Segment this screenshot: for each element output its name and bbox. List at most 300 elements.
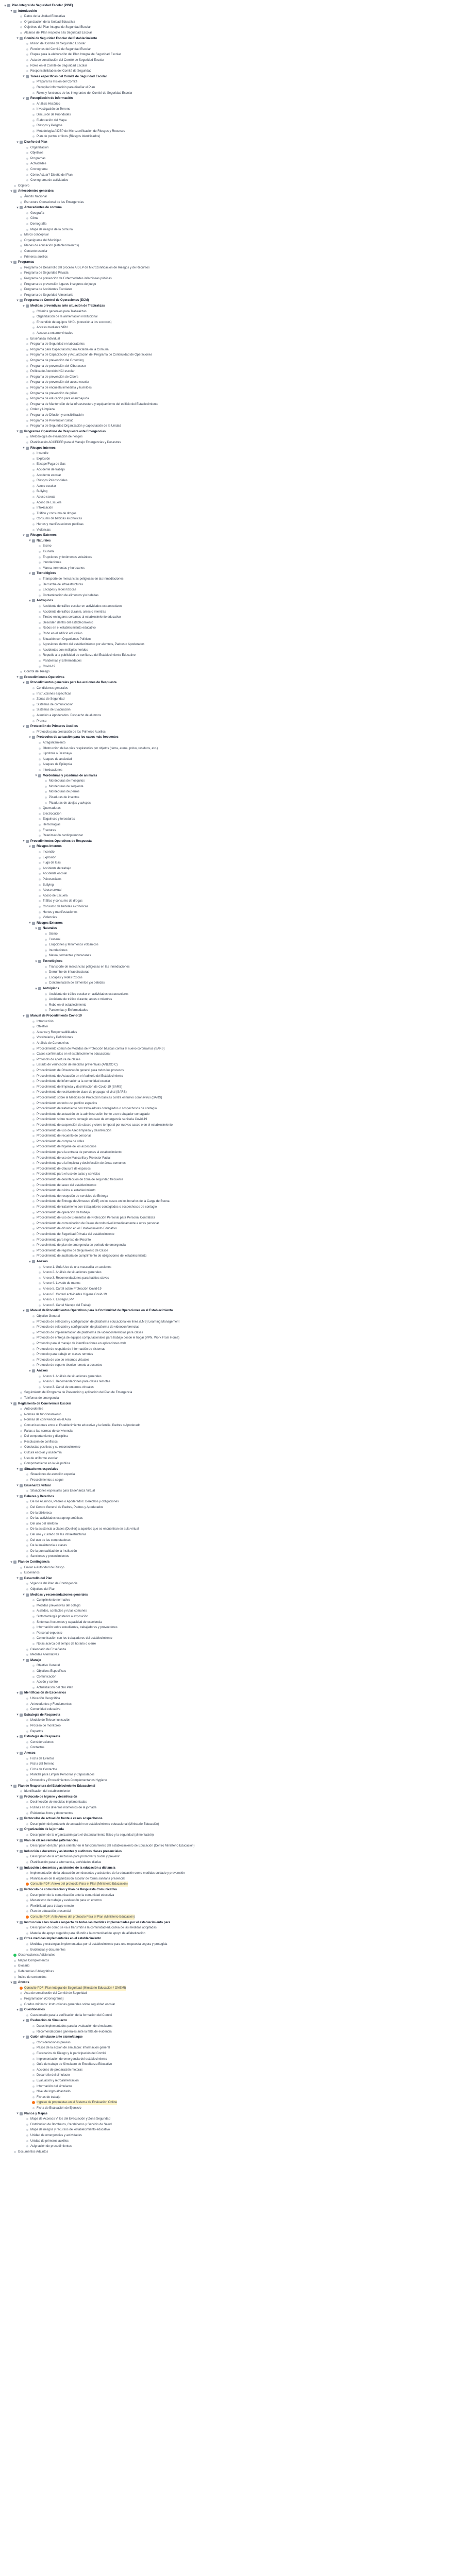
outline-item[interactable] (0, 2029, 451, 2035)
outline-item[interactable] (0, 2024, 451, 2029)
outline-item[interactable] (0, 2127, 451, 2132)
outline-item[interactable] (0, 1587, 451, 1592)
outline-item[interactable] (0, 1215, 451, 1221)
outline-item[interactable] (0, 1188, 451, 1193)
outline-item[interactable] (0, 183, 451, 189)
outline-item[interactable] (0, 1718, 451, 1723)
chevron-down-icon[interactable]: ▾ (23, 724, 25, 728)
outline-section[interactable] (0, 189, 451, 194)
chevron-down-icon[interactable]: ▾ (16, 1751, 19, 1755)
outline-item[interactable] (0, 413, 451, 418)
outline-section[interactable] (0, 986, 451, 991)
outline-item[interactable] (0, 1335, 451, 1341)
outline-section[interactable] (0, 429, 451, 434)
outline-item[interactable] (0, 904, 451, 909)
chevron-down-icon[interactable]: ▾ (35, 959, 37, 963)
outline-item[interactable] (0, 134, 451, 139)
outline-item[interactable] (0, 1996, 451, 2002)
outline-item[interactable] (0, 2116, 451, 2122)
outline-item[interactable] (0, 1019, 451, 1024)
outline-section[interactable] (0, 926, 451, 931)
outline-item[interactable] (0, 866, 451, 871)
outline-item[interactable] (0, 107, 451, 112)
outline-item[interactable] (0, 751, 451, 756)
outline-item[interactable] (0, 418, 451, 423)
outline-item[interactable] (0, 1205, 451, 1210)
outline-item[interactable] (0, 200, 451, 205)
outline-item[interactable] (0, 2078, 451, 2083)
outline-item[interactable] (0, 560, 451, 565)
outline-item[interactable] (0, 577, 451, 582)
outline-section[interactable] (0, 36, 451, 41)
outline-section[interactable] (0, 1013, 451, 1019)
outline-item[interactable] (0, 1177, 451, 1182)
outline-item[interactable] (0, 1068, 451, 1073)
outline-item[interactable] (0, 1702, 451, 1707)
outline-item[interactable] (0, 342, 451, 347)
outline-item[interactable] (0, 1133, 451, 1139)
outline-item[interactable] (0, 451, 451, 456)
chevron-down-icon[interactable]: ▾ (29, 539, 31, 543)
outline-item[interactable] (0, 1123, 451, 1128)
outline-item[interactable] (0, 1767, 451, 1772)
outline-item[interactable] (0, 522, 451, 527)
outline-item[interactable] (0, 1641, 451, 1647)
outline-section[interactable] (0, 1827, 451, 1832)
outline-item[interactable] (0, 1898, 451, 1903)
outline-item[interactable] (0, 1511, 451, 1516)
outline-item[interactable] (0, 1439, 451, 1445)
chevron-down-icon[interactable]: ▾ (23, 2035, 25, 2039)
outline-item[interactable] (0, 505, 451, 511)
chevron-down-icon[interactable]: ▾ (16, 1850, 19, 1854)
chevron-down-icon[interactable]: ▾ (23, 446, 25, 450)
outline-section[interactable] (0, 598, 451, 603)
outline-item[interactable] (0, 1117, 451, 1122)
outline-item[interactable] (0, 1822, 451, 1827)
outline-item[interactable] (0, 811, 451, 817)
chevron-down-icon[interactable]: ▾ (10, 1980, 12, 1985)
outline-item[interactable] (0, 828, 451, 833)
outline-item[interactable] (0, 789, 451, 794)
outline-item[interactable] (0, 1800, 451, 1805)
chevron-down-icon[interactable]: ▾ (10, 1560, 12, 1564)
outline-item[interactable] (0, 653, 451, 658)
outline-item[interactable] (0, 473, 451, 478)
outline-item[interactable] (0, 156, 451, 161)
outline-item[interactable] (0, 740, 451, 745)
chevron-down-icon[interactable]: ▾ (16, 1691, 19, 1695)
outline-item[interactable] (0, 1003, 451, 1008)
outline-item[interactable] (0, 1625, 451, 1630)
outline-section[interactable] (0, 9, 451, 14)
outline-item[interactable] (0, 1434, 451, 1439)
outline-item[interactable] (0, 860, 451, 866)
outline-item[interactable] (0, 658, 451, 664)
outline-item[interactable] (0, 309, 451, 314)
outline-section[interactable] (0, 1734, 451, 1739)
outline-item[interactable] (0, 707, 451, 713)
outline-item[interactable] (0, 2149, 451, 2155)
chevron-down-icon[interactable]: ▾ (23, 1014, 25, 1018)
outline-item[interactable] (0, 1488, 451, 1494)
outline-section[interactable] (0, 959, 451, 964)
outline-item[interactable] (0, 167, 451, 172)
outline-item[interactable] (0, 2095, 451, 2100)
outline-item[interactable] (0, 1549, 451, 1554)
outline-item[interactable] (0, 871, 451, 876)
outline-item[interactable] (0, 615, 451, 620)
chevron-down-icon[interactable]: ▾ (16, 1839, 19, 1843)
outline-item[interactable] (0, 686, 451, 691)
outline-section[interactable] (0, 571, 451, 576)
outline-item[interactable] (0, 265, 451, 270)
outline-item[interactable] (0, 1297, 451, 1302)
outline-item[interactable] (0, 855, 451, 860)
outline-item[interactable] (0, 664, 451, 669)
outline-item[interactable] (0, 980, 451, 986)
outline-section[interactable] (0, 1849, 451, 1854)
outline-item[interactable] (0, 112, 451, 117)
outline-item[interactable] (0, 702, 451, 707)
outline-item[interactable] (0, 910, 451, 915)
outline-section[interactable] (0, 1866, 451, 1871)
chevron-down-icon[interactable]: ▾ (16, 1467, 19, 1471)
outline-item[interactable] (0, 1314, 451, 1319)
chevron-down-icon[interactable]: ▾ (16, 1713, 19, 1717)
outline-section[interactable] (0, 303, 451, 309)
outline-item[interactable] (0, 101, 451, 107)
outline-item[interactable] (0, 1095, 451, 1100)
outline-item[interactable] (0, 620, 451, 625)
outline-item[interactable] (0, 1543, 451, 1548)
outline-item[interactable] (0, 1396, 451, 1401)
outline-item[interactable] (0, 1374, 451, 1379)
outline-item[interactable] (0, 1221, 451, 1226)
outline-item[interactable] (0, 85, 451, 90)
outline-item[interactable] (0, 942, 451, 947)
outline-item[interactable] (0, 249, 451, 254)
outline-item[interactable] (0, 637, 451, 642)
chevron-down-icon[interactable]: ▾ (16, 675, 19, 680)
outline-section[interactable] (0, 921, 451, 926)
outline-item[interactable] (0, 1199, 451, 1204)
outline-item[interactable] (0, 566, 451, 571)
outline-item[interactable] (0, 1499, 451, 1504)
outline-section[interactable] (0, 1690, 451, 1696)
outline-item[interactable] (0, 1450, 451, 1455)
outline-item[interactable] (0, 1292, 451, 1297)
outline-item[interactable] (0, 1412, 451, 1417)
outline-item[interactable] (0, 1631, 451, 1636)
outline-item[interactable] (0, 211, 451, 216)
chevron-down-icon[interactable]: ▾ (35, 926, 37, 930)
outline-section[interactable] (0, 1259, 451, 1264)
outline-item[interactable] (0, 1385, 451, 1390)
outline-item[interactable] (0, 2106, 451, 2111)
outline-item[interactable] (0, 1893, 451, 1898)
outline-item[interactable] (0, 691, 451, 697)
outline-item[interactable] (0, 69, 451, 74)
outline-item[interactable] (0, 1871, 451, 1876)
outline-item[interactable] (0, 1139, 451, 1144)
outline-item[interactable] (0, 746, 451, 751)
outline-section[interactable] (0, 96, 451, 101)
outline-section[interactable] (0, 533, 451, 538)
outline-item[interactable] (0, 375, 451, 380)
chevron-down-icon[interactable]: ▾ (23, 1593, 25, 1597)
outline-item[interactable] (0, 1843, 451, 1849)
chevron-down-icon[interactable]: ▾ (16, 2112, 19, 2116)
outline-item[interactable] (0, 1669, 451, 1674)
outline-item[interactable] (0, 1243, 451, 1248)
outline-item[interactable] (0, 1238, 451, 1243)
chevron-down-icon[interactable]: ▾ (10, 189, 12, 193)
outline-item[interactable] (0, 194, 451, 199)
outline-item[interactable] (0, 1347, 451, 1352)
outline-item[interactable] (0, 1925, 451, 1930)
outline-item[interactable] (0, 549, 451, 554)
chevron-down-icon[interactable]: ▾ (16, 1735, 19, 1739)
outline-item[interactable] (0, 1565, 451, 1570)
chevron-down-icon[interactable]: ▾ (10, 9, 12, 13)
outline-item[interactable] (0, 1854, 451, 1859)
outline-item[interactable] (0, 1729, 451, 1734)
outline-item[interactable] (0, 440, 451, 445)
outline-item[interactable] (0, 270, 451, 276)
chevron-down-icon[interactable]: ▾ (4, 4, 6, 8)
outline-item[interactable] (0, 52, 451, 57)
outline-item[interactable] (0, 1074, 451, 1079)
outline-item[interactable] (0, 697, 451, 702)
outline-item[interactable] (0, 1041, 451, 1046)
chevron-down-icon[interactable]: ▾ (16, 1937, 19, 1941)
outline-item[interactable] (0, 1904, 451, 1909)
outline-item[interactable] (0, 822, 451, 827)
outline-item[interactable] (0, 1789, 451, 1794)
outline-item[interactable] (0, 500, 451, 505)
outline-item[interactable] (0, 1772, 451, 1777)
outline-item[interactable] (0, 1166, 451, 1172)
outline-item[interactable] (0, 1303, 451, 1308)
outline-item[interactable] (0, 1914, 451, 1920)
outline-item[interactable] (0, 511, 451, 516)
outline-section[interactable] (0, 1713, 451, 1718)
chevron-down-icon[interactable]: ▾ (16, 1888, 19, 1892)
outline-item[interactable] (0, 730, 451, 735)
outline-item[interactable] (0, 1674, 451, 1680)
outline-item[interactable] (0, 238, 451, 243)
outline-section[interactable] (0, 446, 451, 451)
outline-item[interactable] (0, 1532, 451, 1537)
chevron-down-icon[interactable]: ▾ (16, 1577, 19, 1581)
chevron-down-icon[interactable]: ▾ (23, 2019, 25, 2023)
outline-item[interactable] (0, 1363, 451, 1368)
outline-item[interactable] (0, 1429, 451, 1434)
outline-section[interactable] (0, 1368, 451, 1374)
outline-section[interactable] (0, 724, 451, 729)
outline-section[interactable] (0, 74, 451, 79)
chevron-down-icon[interactable]: ▾ (23, 681, 25, 685)
outline-item[interactable] (0, 161, 451, 166)
outline-section[interactable] (0, 1576, 451, 1581)
outline-section[interactable] (0, 1560, 451, 1565)
outline-item[interactable] (0, 1761, 451, 1767)
outline-section[interactable] (0, 1401, 451, 1406)
outline-item[interactable] (0, 2051, 451, 2056)
outline-item[interactable] (0, 1882, 451, 1887)
outline-section[interactable] (0, 140, 451, 145)
outline-item[interactable] (0, 528, 451, 533)
outline-item[interactable] (0, 1101, 451, 1106)
outline-item[interactable] (0, 1144, 451, 1149)
outline-section[interactable] (0, 205, 451, 210)
outline-item[interactable] (0, 30, 451, 36)
outline-item[interactable] (0, 1986, 451, 1991)
outline-item[interactable] (0, 1570, 451, 1575)
outline-item[interactable] (0, 1194, 451, 1199)
outline-item[interactable] (0, 352, 451, 358)
outline-item[interactable] (0, 833, 451, 838)
outline-item[interactable] (0, 1860, 451, 1865)
outline-item[interactable] (0, 1969, 451, 1974)
chevron-down-icon[interactable]: ▾ (29, 921, 31, 925)
outline-item[interactable] (0, 1663, 451, 1668)
outline-section[interactable] (0, 773, 451, 778)
outline-item[interactable] (0, 1756, 451, 1761)
outline-item[interactable] (0, 648, 451, 653)
outline-item[interactable] (0, 1008, 451, 1013)
outline-item[interactable] (0, 2057, 451, 2062)
outline-item[interactable] (0, 1833, 451, 1838)
outline-item[interactable] (0, 1680, 451, 1685)
outline-section[interactable] (0, 2111, 451, 2116)
outline-item[interactable] (0, 948, 451, 953)
outline-item[interactable] (0, 1030, 451, 1035)
outline-item[interactable] (0, 768, 451, 773)
outline-section[interactable] (0, 1838, 451, 1843)
outline-item[interactable] (0, 145, 451, 150)
outline-item[interactable] (0, 129, 451, 134)
outline-item[interactable] (0, 282, 451, 287)
outline-item[interactable] (0, 778, 451, 784)
outline-item[interactable] (0, 1505, 451, 1510)
outline-item[interactable] (0, 276, 451, 281)
outline-item[interactable] (0, 899, 451, 904)
chevron-down-icon[interactable]: ▾ (16, 37, 19, 41)
outline-item[interactable] (0, 1232, 451, 1237)
outline-item[interactable] (0, 123, 451, 128)
outline-item[interactable] (0, 347, 451, 352)
chevron-down-icon[interactable]: ▾ (23, 75, 25, 79)
outline-item[interactable] (0, 1521, 451, 1527)
outline-section[interactable] (0, 680, 451, 685)
outline-item[interactable] (0, 369, 451, 374)
chevron-down-icon[interactable]: ▾ (23, 1309, 25, 1313)
outline-item[interactable] (0, 1106, 451, 1111)
chevron-down-icon[interactable]: ▾ (29, 844, 31, 849)
outline-item[interactable] (0, 489, 451, 494)
outline-item[interactable] (0, 582, 451, 587)
outline-item[interactable] (0, 1253, 451, 1259)
outline-item[interactable] (0, 850, 451, 855)
outline-item[interactable] (0, 2067, 451, 2073)
outline-item[interactable] (0, 91, 451, 96)
outline-item[interactable] (0, 1647, 451, 1652)
outline-item[interactable] (0, 1608, 451, 1614)
outline-item[interactable] (0, 937, 451, 942)
outline-item[interactable] (0, 1963, 451, 1969)
outline-item[interactable] (0, 669, 451, 674)
outline-item[interactable] (0, 604, 451, 609)
outline-item[interactable] (0, 396, 451, 401)
outline-section[interactable] (0, 1816, 451, 1821)
outline-item[interactable] (0, 806, 451, 811)
outline-item[interactable] (0, 391, 451, 396)
outline-item[interactable] (0, 1248, 451, 1253)
outline-section[interactable] (0, 1658, 451, 1663)
chevron-down-icon[interactable]: ▾ (29, 1369, 31, 1373)
outline-item[interactable] (0, 255, 451, 260)
outline-item[interactable] (0, 1319, 451, 1325)
outline-item[interactable] (0, 757, 451, 762)
outline-section[interactable] (0, 538, 451, 544)
outline-item[interactable] (0, 1975, 451, 1980)
outline-item[interactable] (0, 1390, 451, 1395)
outline-item[interactable] (0, 2089, 451, 2094)
chevron-down-icon[interactable]: ▾ (23, 533, 25, 537)
outline-item[interactable] (0, 1417, 451, 1422)
outline-item[interactable] (0, 1652, 451, 1657)
outline-section[interactable] (0, 260, 451, 265)
outline-item[interactable] (0, 975, 451, 980)
outline-item[interactable] (0, 1046, 451, 1052)
outline-section[interactable] (0, 1980, 451, 1985)
outline-item[interactable] (0, 1478, 451, 1483)
outline-item[interactable] (0, 331, 451, 336)
outline-item[interactable] (0, 2062, 451, 2067)
outline-item[interactable] (0, 2002, 451, 2007)
outline-item[interactable] (0, 358, 451, 363)
outline-item[interactable] (0, 642, 451, 647)
outline-item[interactable] (0, 915, 451, 920)
outline-item[interactable] (0, 58, 451, 63)
outline-item[interactable] (0, 380, 451, 385)
outline-item[interactable] (0, 1270, 451, 1275)
outline-item[interactable] (0, 931, 451, 937)
chevron-down-icon[interactable]: ▾ (16, 1827, 19, 1832)
outline-item[interactable] (0, 325, 451, 330)
outline-item[interactable] (0, 784, 451, 789)
outline-item[interactable] (0, 888, 451, 893)
outline-item[interactable] (0, 216, 451, 221)
outline-item[interactable] (0, 79, 451, 84)
outline-item[interactable] (0, 1330, 451, 1335)
outline-item[interactable] (0, 41, 451, 46)
chevron-down-icon[interactable]: ▾ (23, 96, 25, 100)
chevron-down-icon[interactable]: ▾ (16, 1495, 19, 1499)
chevron-down-icon[interactable]: ▾ (16, 1921, 19, 1925)
outline-item[interactable] (0, 1062, 451, 1067)
outline-item[interactable] (0, 2073, 451, 2078)
outline-item[interactable] (0, 801, 451, 806)
outline-item[interactable] (0, 1778, 451, 1783)
outline-item[interactable] (0, 1024, 451, 1029)
outline-item[interactable] (0, 970, 451, 975)
chevron-down-icon[interactable]: ▾ (16, 298, 19, 302)
outline-item[interactable] (0, 1538, 451, 1543)
chevron-down-icon[interactable]: ▾ (29, 599, 31, 603)
